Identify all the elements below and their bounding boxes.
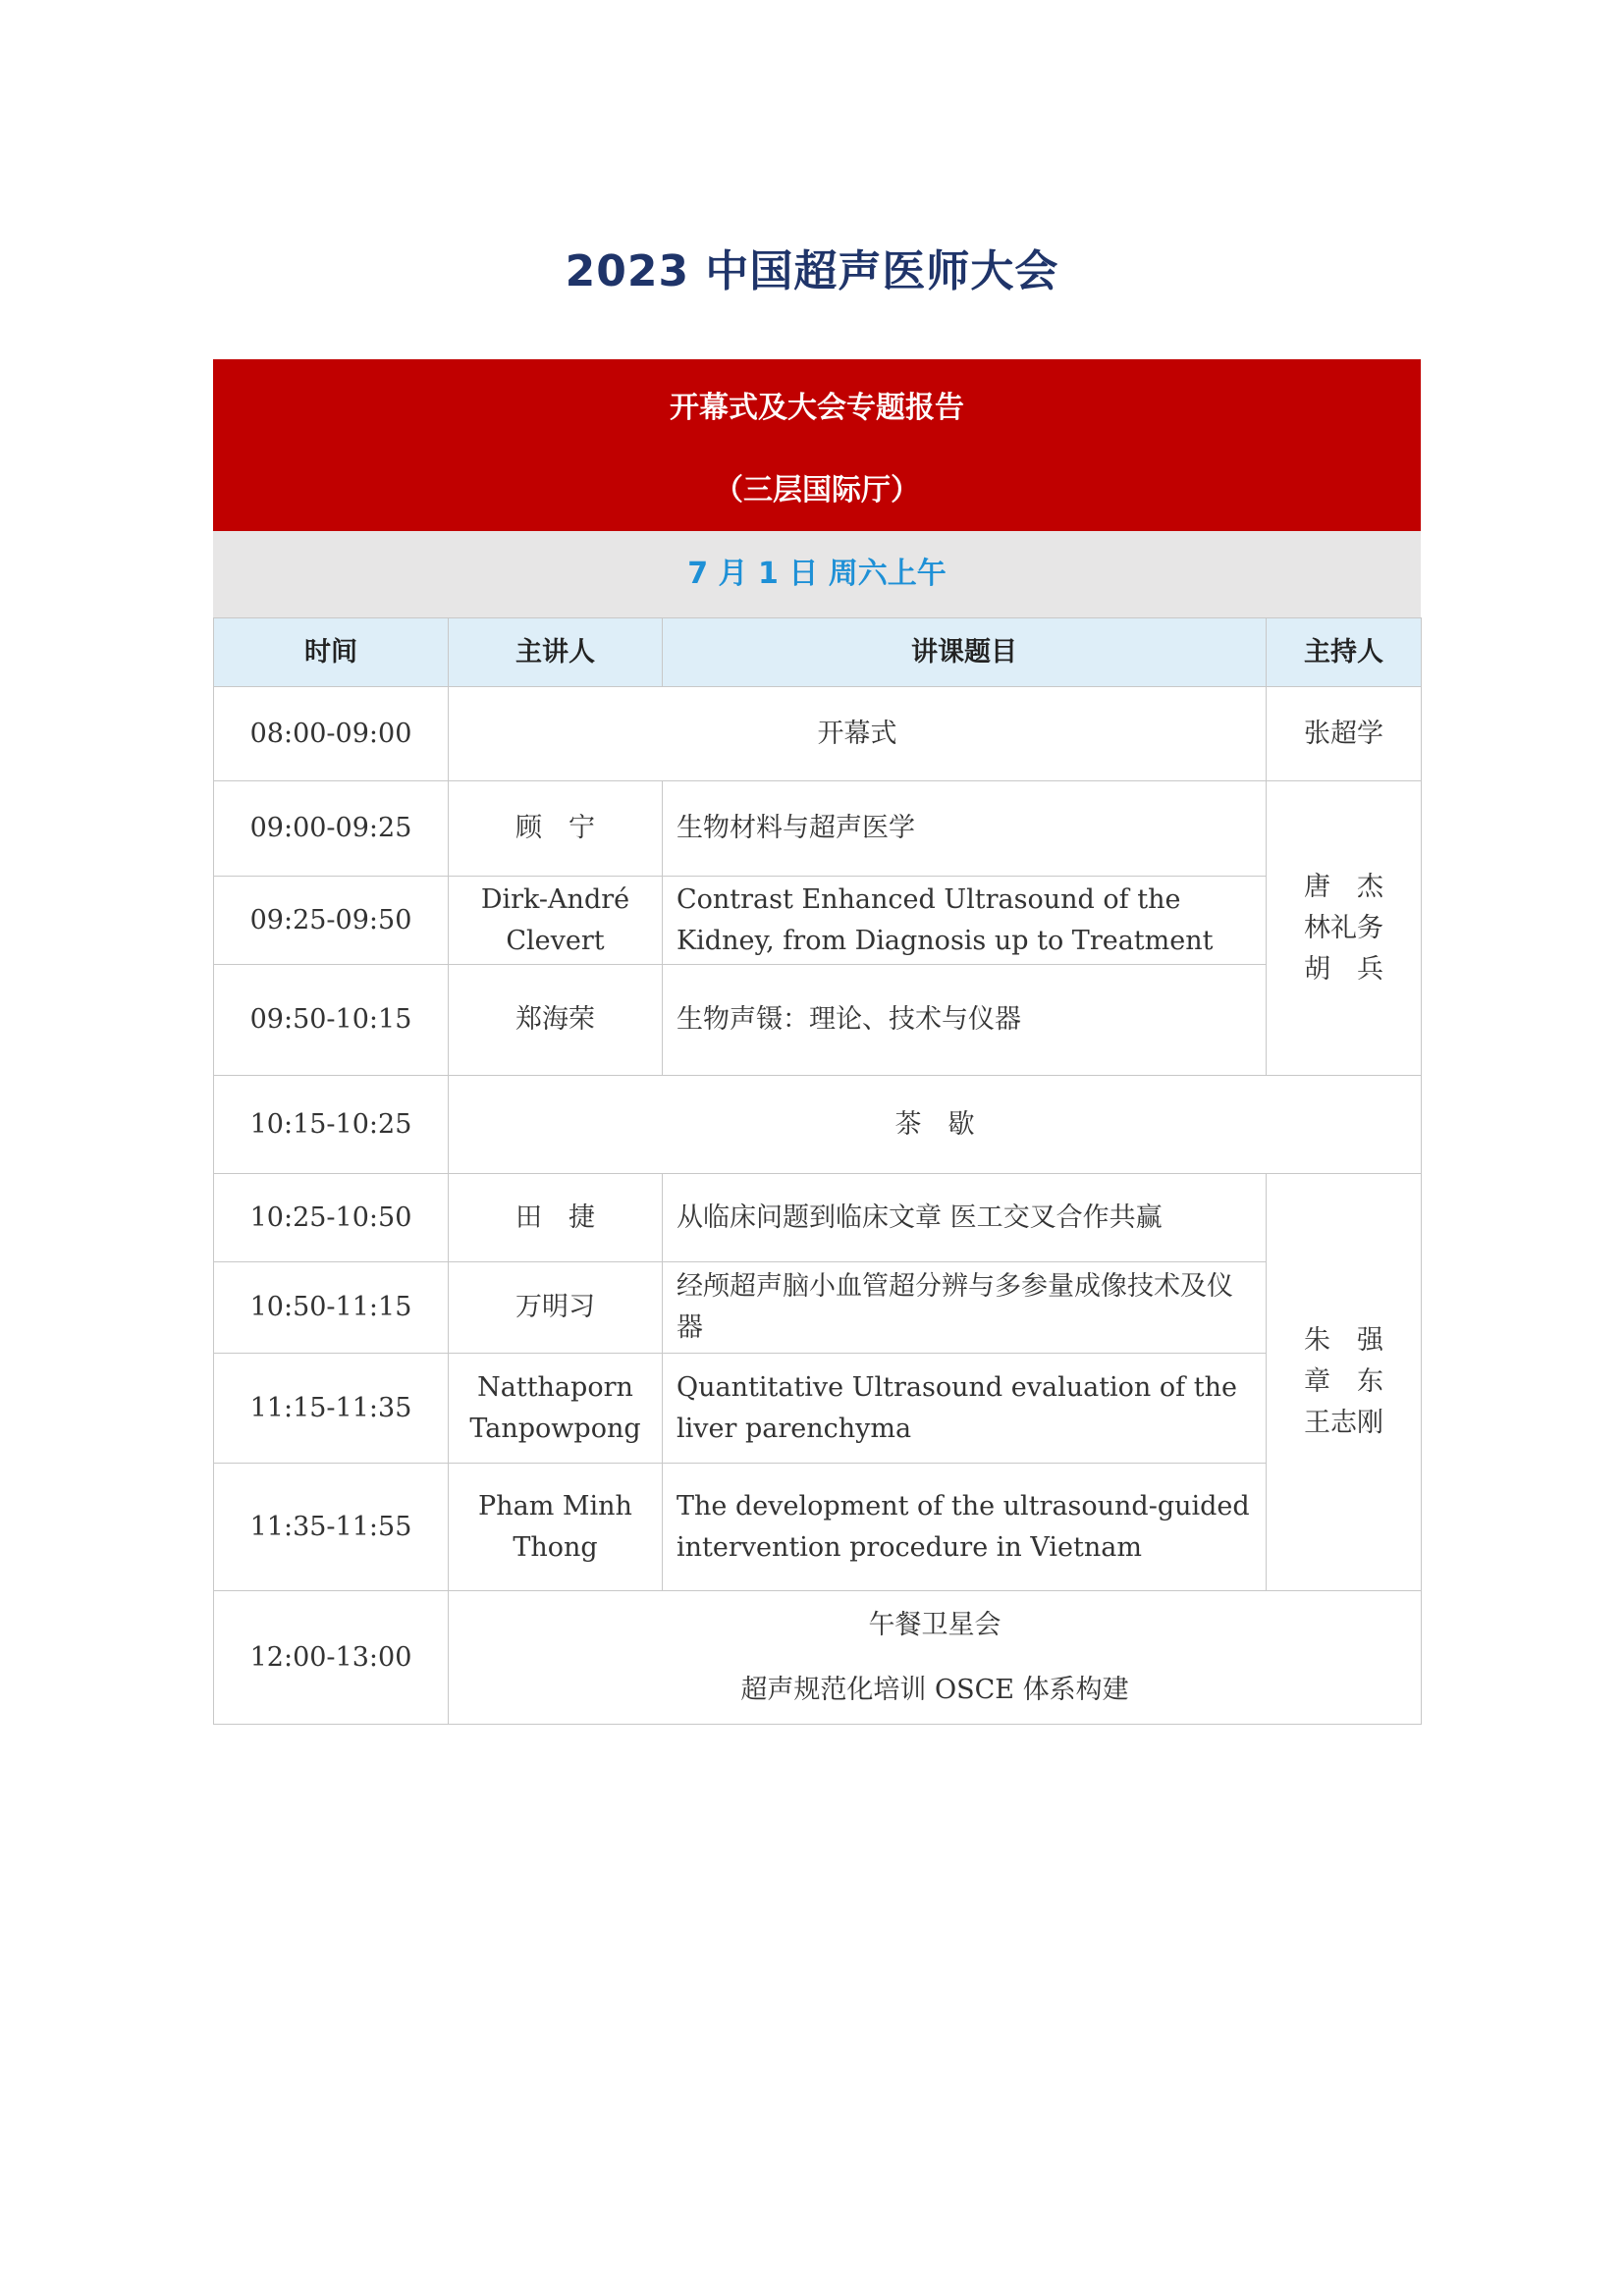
topic-cell: 生物材料与超声医学 <box>663 781 1267 877</box>
topic-cell: 从临床问题到临床文章 医工交叉合作共赢 <box>663 1174 1267 1262</box>
topic-cell: Quantitative Ultrasound evaluation of the liver parenchyma <box>663 1354 1267 1464</box>
header-host: 主持人 <box>1267 618 1422 687</box>
topic-cell: 生物声镊：理论、技术与仪器 <box>663 965 1267 1076</box>
event-cell: 茶 歇 <box>449 1076 1422 1174</box>
session-date: 7 月 1 日 周六上午 <box>213 531 1421 617</box>
page-title: 2023 中国超声医师大会 <box>565 246 1059 296</box>
speaker-cell: 顾 宁 <box>449 781 663 877</box>
session-venue: （三层国际厅） <box>714 473 920 507</box>
host-name: 王志刚 <box>1304 1408 1383 1438</box>
host-name: 唐 杰 <box>1304 871 1383 902</box>
table-row <box>214 877 1422 965</box>
speaker-name-line: Thong <box>513 1531 598 1563</box>
table-row <box>214 965 1422 1076</box>
host-name: 林礼务 <box>1304 912 1383 943</box>
header-topic: 讲课题目 <box>663 618 1267 687</box>
speaker-name-line: Clevert <box>506 925 605 956</box>
table-row <box>214 687 1422 781</box>
table-row <box>214 1464 1422 1591</box>
topic-cell: Contrast Enhanced Ultrasound of the Kidney, from Diagnosis up to Treatment <box>663 877 1267 965</box>
event-cell <box>449 1591 1422 1725</box>
lunch-subtitle: 超声规范化培训 OSCE 体系构建 <box>740 1674 1129 1705</box>
session-banner <box>213 359 1421 531</box>
event-cell: 开幕式 <box>449 687 1267 781</box>
speaker-cell <box>449 877 663 965</box>
table-row <box>214 1262 1422 1354</box>
table-row <box>214 1354 1422 1464</box>
header-speaker: 主讲人 <box>449 618 663 687</box>
speaker-cell <box>449 1464 663 1591</box>
speaker-cell: 郑海荣 <box>449 965 663 1076</box>
time-cell: 09:50-10:15 <box>214 965 449 1076</box>
lunch-title: 午餐卫星会 <box>868 1609 1001 1640</box>
table-row <box>214 1174 1422 1262</box>
time-cell: 12:00-13:00 <box>214 1591 449 1725</box>
host-cell: 张超学 <box>1267 687 1422 781</box>
schedule <box>213 359 1421 1725</box>
session-title: 开幕式及大会专题报告 <box>670 391 964 425</box>
time-cell: 09:00-09:25 <box>214 781 449 877</box>
speaker-name-line: Natthaporn <box>477 1371 633 1403</box>
time-cell: 09:25-09:50 <box>214 877 449 965</box>
time-cell: 11:35-11:55 <box>214 1464 449 1591</box>
time-cell: 11:15-11:35 <box>214 1354 449 1464</box>
host-name: 朱 强 <box>1304 1325 1383 1356</box>
host-cell <box>1267 1174 1422 1591</box>
topic-cell: The development of the ultrasound-guided intervention procedure in Vietnam <box>663 1464 1267 1591</box>
speaker-cell: 万明习 <box>449 1262 663 1354</box>
table-row <box>214 1076 1422 1174</box>
time-cell: 10:25-10:50 <box>214 1174 449 1262</box>
time-cell: 10:15-10:25 <box>214 1076 449 1174</box>
speaker-cell: 田 捷 <box>449 1174 663 1262</box>
time-cell: 08:00-09:00 <box>214 687 449 781</box>
host-name: 章 东 <box>1304 1366 1383 1397</box>
speaker-cell <box>449 1354 663 1464</box>
table-row <box>214 781 1422 877</box>
header-time: 时间 <box>214 618 449 687</box>
host-name: 胡 兵 <box>1304 953 1383 985</box>
speaker-name-line: Dirk-André <box>480 883 630 915</box>
speaker-name-line: Tanpowpong <box>469 1413 641 1444</box>
host-cell <box>1267 781 1422 1076</box>
speaker-name-line: Pham Minh <box>478 1490 632 1522</box>
header-row <box>214 618 1422 687</box>
schedule-table <box>213 617 1422 1725</box>
time-cell: 10:50-11:15 <box>214 1262 449 1354</box>
table-row <box>214 1591 1422 1725</box>
topic-cell: 经颅超声脑小血管超分辨与多参量成像技术及仪器 <box>663 1262 1267 1354</box>
